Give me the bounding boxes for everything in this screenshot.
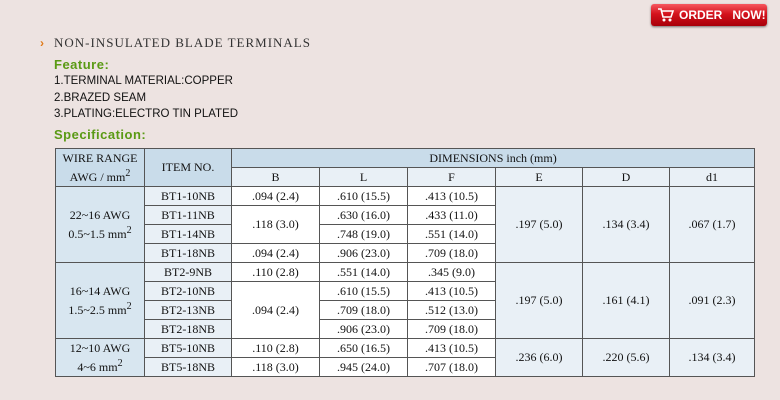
b-cell: .094 (2.4) [232,187,320,206]
l-cell: .748 (19.0) [320,225,408,244]
wire-range-cell: 22~16 AWG 0.5~1.5 $mm^2$ [56,187,145,263]
table-row [56,263,755,282]
l-cell: .709 (18.0) [320,301,408,320]
f-cell: .413 (10.5) [408,339,496,358]
d-cell: .220 (5.6) [583,339,670,377]
b-cell: .094 (2.4) [232,244,320,263]
header-d: D [583,168,670,187]
l-cell: .610 (15.5) [320,187,408,206]
header-f: F [408,168,496,187]
table-header-row [56,149,755,168]
header-b: B [232,168,320,187]
header-wire-range: WIRE RANGE AWG / $mm^2$ [56,149,145,187]
header-dimensions: DIMENSIONS inch (mm) [232,149,755,168]
item-cell: BT1-18NB [145,244,232,263]
e-cell: .197 (5.0) [496,263,583,339]
order-now-label: ORDER NOW! [679,8,766,22]
f-cell: .512 (13.0) [408,301,496,320]
table-row [56,339,755,358]
item-cell: BT2-18NB [145,320,232,339]
b-cell: .118 (3.0) [232,206,320,244]
item-cell: BT2-13NB [145,301,232,320]
item-cell: BT5-18NB [145,358,232,377]
l-cell: .906 (23.0) [320,320,408,339]
b-cell: .110 (2.8) [232,263,320,282]
l-cell: .610 (15.5) [320,282,408,301]
item-cell: BT5-10NB [145,339,232,358]
l-cell: .551 (14.0) [320,263,408,282]
d-cell: .161 (4.1) [583,263,670,339]
d1-cell: .091 (2.3) [670,263,755,339]
d-cell: .134 (3.4) [583,187,670,263]
f-cell: .433 (11.0) [408,206,496,225]
e-cell: .236 (6.0) [496,339,583,377]
specification-table [55,148,755,377]
page-title-row [40,35,311,51]
l-cell: .906 (23.0) [320,244,408,263]
chevron-right-icon: › [40,36,44,50]
item-cell: BT1-11NB [145,206,232,225]
d1-cell: .067 (1.7) [670,187,755,263]
l-cell: .945 (24.0) [320,358,408,377]
specification-heading: Specification: [54,127,147,142]
f-cell: .413 (10.5) [408,187,496,206]
item-cell: BT1-14NB [145,225,232,244]
f-cell: .551 (14.0) [408,225,496,244]
f-cell: .707 (18.0) [408,358,496,377]
header-d1: d1 [670,168,755,187]
f-cell: .345 (9.0) [408,263,496,282]
l-cell: .650 (16.5) [320,339,408,358]
header-e: E [496,168,583,187]
table-row [56,187,755,206]
b-cell: .110 (2.8) [232,339,320,358]
order-now-button[interactable] [651,4,767,26]
b-cell: .118 (3.0) [232,358,320,377]
f-cell: .413 (10.5) [408,282,496,301]
header-l: L [320,168,408,187]
item-cell: BT2-9NB [145,263,232,282]
wire-range-cell: 16~14 AWG 1.5~2.5 $mm^2$ [56,263,145,339]
f-cell: .709 (18.0) [408,244,496,263]
e-cell: .197 (5.0) [496,187,583,263]
feature-heading: Feature: [54,57,110,72]
page-title: NON-INSULATED BLADE TERMINALS [54,35,311,50]
item-cell: BT1-10NB [145,187,232,206]
wire-range-cell: 12~10 AWG 4~6 $mm^2$ [56,339,145,377]
l-cell: .630 (16.0) [320,206,408,225]
header-item-no: ITEM NO. [145,149,232,187]
item-cell: BT2-10NB [145,282,232,301]
feature-item-1: 1.TERMINAL MATERIAL:COPPER [54,75,233,87]
f-cell: .709 (18.0) [408,320,496,339]
d1-cell: .134 (3.4) [670,339,755,377]
cart-icon [657,6,675,24]
feature-item-3: 3.PLATING:ELECTRO TIN PLATED [54,108,239,120]
b-cell: .094 (2.4) [232,282,320,339]
feature-item-2: 2.BRAZED SEAM [54,92,147,104]
